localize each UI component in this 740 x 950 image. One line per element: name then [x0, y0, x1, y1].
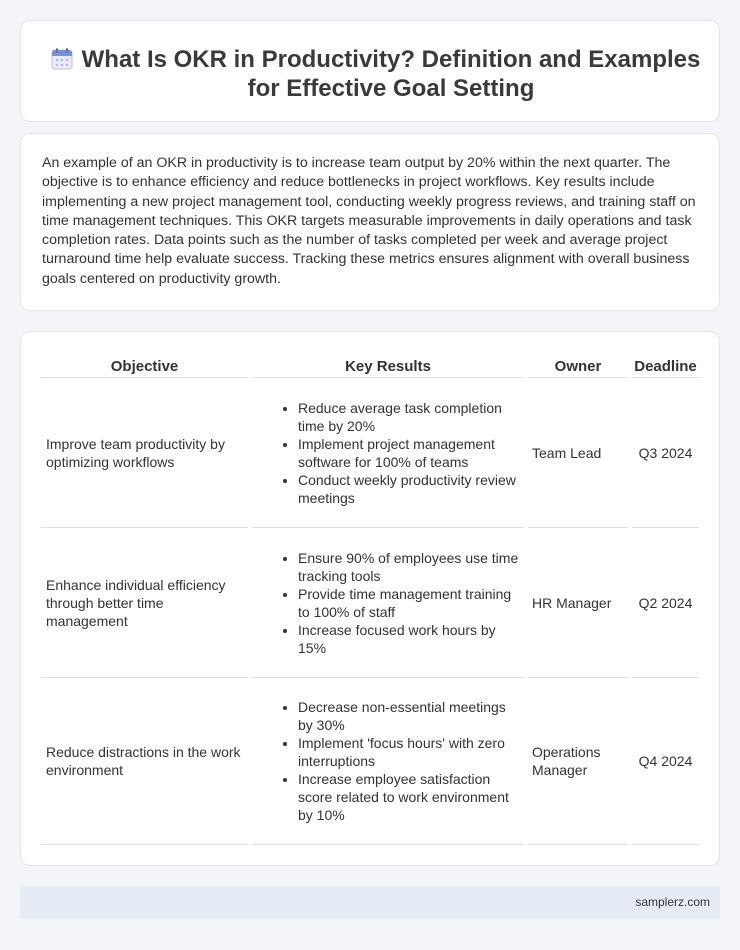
owner-cell: HR Manager — [528, 528, 628, 678]
list-item: • Conduct weekly productivity review meetings — [298, 471, 524, 507]
owner-cell: Team Lead — [528, 378, 628, 528]
table-row — [41, 528, 699, 678]
list-item: • Implement project management software for 100% of teams — [298, 435, 524, 471]
intro-paragraph: An example of an OKR in productivity is to increase team output by 20% within the next quarter. The objective is to enhance efficiency and reduce bottlenecks in project workflows. Key results include implementing a new project management tool, conducting weekly progress reviews, and training staff on time management techniques. This OKR targets measurable improvements in daily operations and task completion rates. Data points such as the number of tasks completed per week and average project turnaround time help evaluate success. Tracking these metrics ensures alignment with overall business goals centered on productivity growth. — [42, 155, 696, 287]
header-objective: Objective — [41, 352, 248, 378]
key-results-cell — [252, 528, 524, 678]
title-card — [20, 20, 720, 122]
table-header-row — [41, 352, 699, 378]
key-results-list — [252, 698, 524, 824]
owner-cell: Operations Manager — [528, 678, 628, 845]
header-owner: Owner — [528, 352, 628, 378]
page-title: What Is OKR in Productivity? Definition and Examples for Effective Goal Setting — [81, 46, 701, 102]
deadline-cell: Q3 2024 — [632, 378, 699, 528]
objective-cell: Improve team productivity by optimizing workflows — [41, 378, 248, 528]
deadline-cell: Q2 2024 — [632, 528, 699, 678]
list-item: • Ensure 90% of employees use time tracking tools — [298, 549, 524, 585]
objective-cell: Reduce distractions in the work environment — [41, 678, 248, 845]
calendar-icon — [50, 47, 74, 71]
objective-cell: Enhance individual efficiency through better time management — [41, 528, 248, 678]
key-results-list — [252, 399, 524, 507]
deadline-cell: Q4 2024 — [632, 678, 699, 845]
header-deadline: Deadline — [632, 352, 699, 378]
key-results-cell — [252, 678, 524, 845]
key-results-cell — [252, 378, 524, 528]
key-results-list — [252, 549, 524, 657]
list-item: • Reduce average task completion time by 20% — [298, 399, 524, 435]
list-item: • Provide time management training to 100% of staff — [298, 585, 524, 621]
okr-table — [37, 352, 703, 845]
list-item: • Implement 'focus hours' with zero interruptions — [298, 734, 524, 770]
intro-card — [20, 133, 720, 311]
list-item: • Increase employee satisfaction score related to work environment by 10% — [298, 770, 524, 824]
header-key-results: Key Results — [252, 352, 524, 378]
footer-bar — [20, 886, 720, 919]
list-item: • Decrease non-essential meetings by 30% — [298, 698, 524, 734]
table-row — [41, 678, 699, 845]
footer-site-link[interactable]: samplerz.com — [635, 895, 710, 909]
list-item: • Increase focused work hours by 15% — [298, 621, 524, 657]
okr-table-card — [20, 331, 720, 866]
table-row — [41, 378, 699, 528]
